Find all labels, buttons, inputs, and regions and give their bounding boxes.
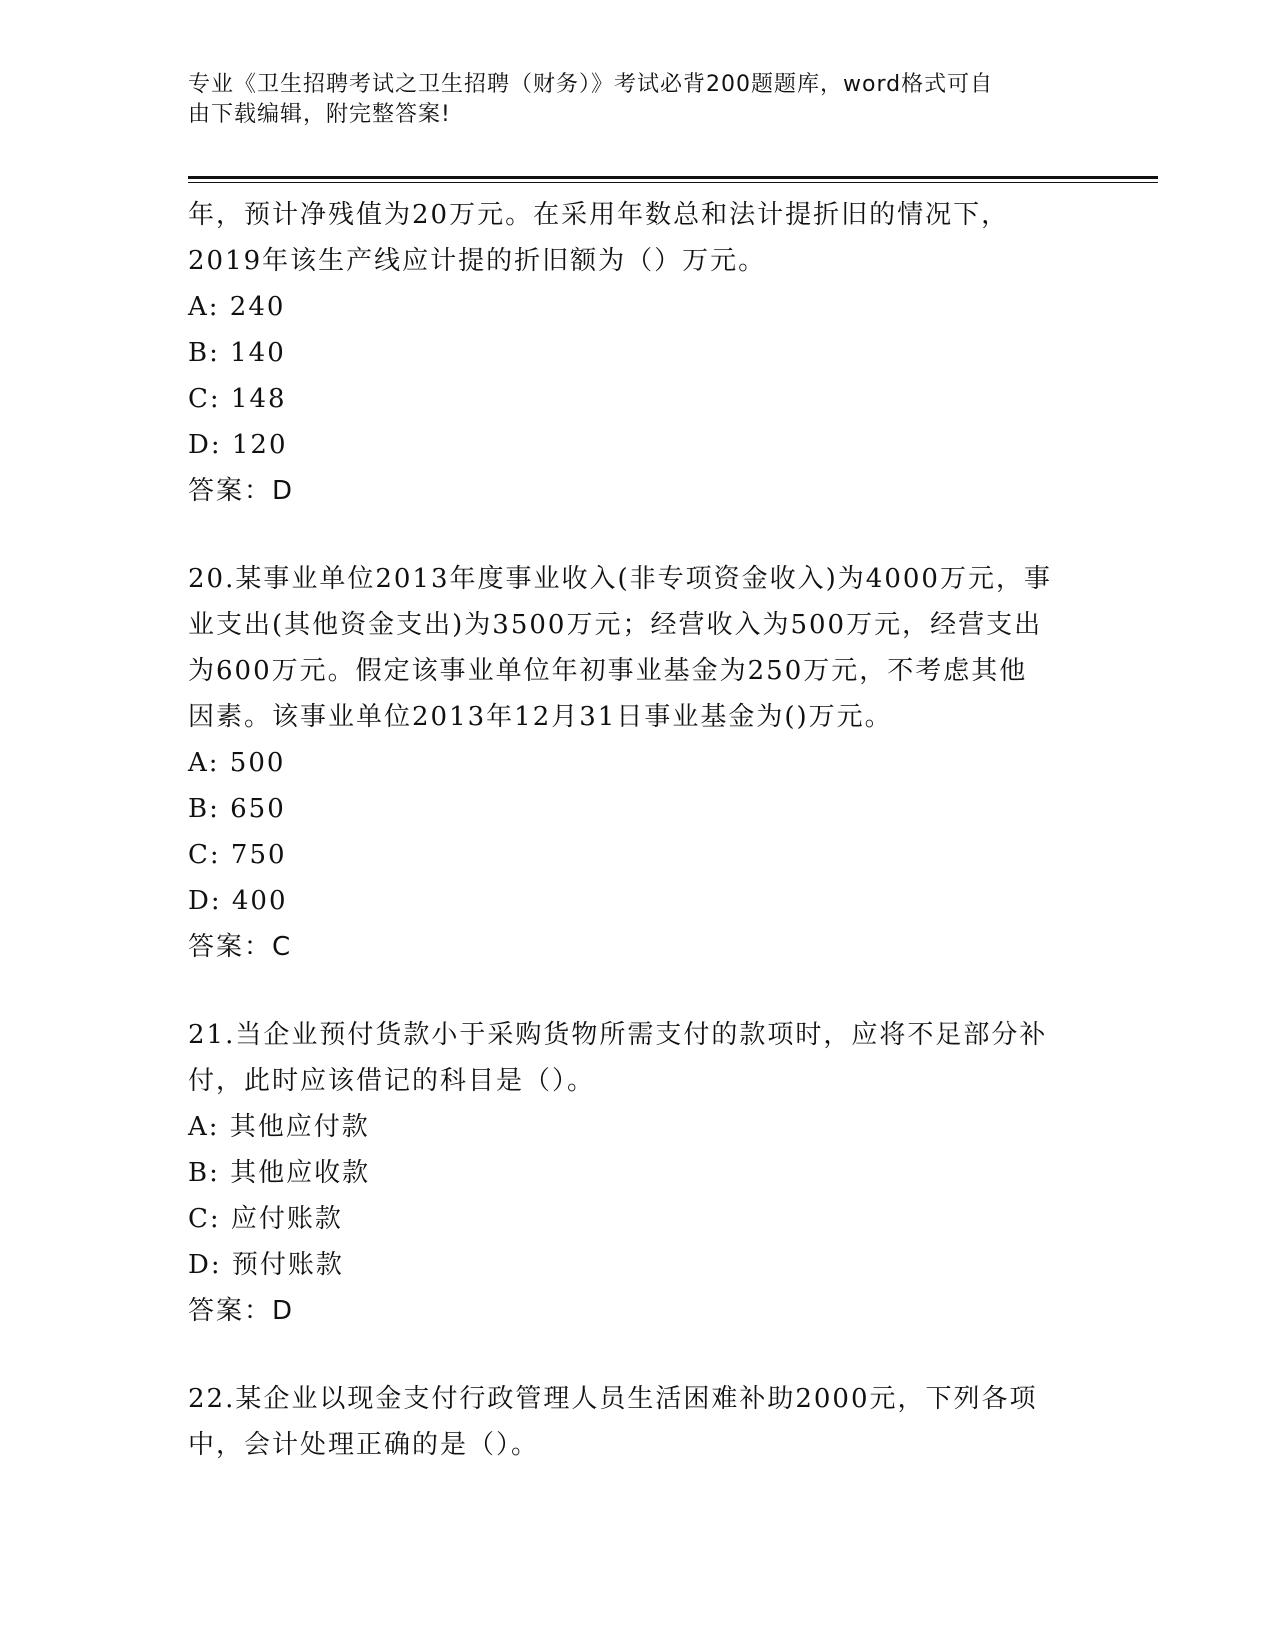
option-a: A: 其他应付款 — [188, 1112, 370, 1142]
option-a: A: 500 — [188, 748, 286, 778]
option-b: B: 650 — [188, 794, 286, 824]
question-text-line: 业支出(其他资金支出)为3500万元；经营收入为500万元，经营支出 — [188, 610, 1043, 640]
option-c: C: 750 — [188, 840, 287, 870]
question-text-line: 20.某事业单位2013年度事业收入(非专项资金收入)为4000万元，事 — [188, 564, 1052, 594]
answer-line: 答案：D — [188, 476, 295, 506]
header-line-2: 由下载编辑，附完整答案! — [188, 102, 451, 127]
option-d: D: 预付账款 — [188, 1250, 344, 1280]
option-b: B: 140 — [188, 338, 286, 368]
option-a: A: 240 — [188, 292, 286, 322]
header-rule-thick — [188, 176, 1158, 179]
question-list — [188, 192, 1088, 1468]
question-19 — [188, 192, 1088, 514]
option-c: C: 应付账款 — [188, 1204, 343, 1234]
option-c: C: 148 — [188, 384, 287, 414]
header-line-1: 专业《卫生招聘考试之卫生招聘（财务）》考试必背200题题库，word格式可自 — [188, 72, 994, 97]
question-text-line: 21.当企业预付货款小于采购货物所需支付的款项时，应将不足部分补 — [188, 1020, 1048, 1050]
question-text-line: 22.某企业以现金支付行政管理人员生活困难补助2000元，下列各项 — [188, 1384, 1038, 1414]
document-header — [188, 70, 1088, 130]
question-text-line: 2019年该生产线应计提的折旧额为（）万元。 — [188, 246, 767, 276]
question-text-line: 中，会计处理正确的是（）。 — [188, 1430, 540, 1460]
option-d: D: 400 — [188, 886, 288, 916]
answer-line: 答案：C — [188, 932, 293, 962]
header-rule-thin — [188, 182, 1158, 183]
question-20 — [188, 556, 1088, 970]
question-text-line: 年，预计净残值为20万元。在采用年数总和法计提折旧的情况下， — [188, 200, 1010, 230]
question-21 — [188, 1012, 1088, 1334]
question-text-line: 付，此时应该借记的科目是（）。 — [188, 1066, 596, 1096]
answer-line: 答案：D — [188, 1296, 295, 1326]
question-text-line: 为600万元。假定该事业单位年初事业基金为250万元，不考虑其他 — [188, 656, 1028, 686]
question-22 — [188, 1376, 1088, 1468]
option-d: D: 120 — [188, 430, 288, 460]
question-text-line: 因素。该事业单位2013年12月31日事业基金为()万元。 — [188, 702, 893, 732]
option-b: B: 其他应收款 — [188, 1158, 371, 1188]
